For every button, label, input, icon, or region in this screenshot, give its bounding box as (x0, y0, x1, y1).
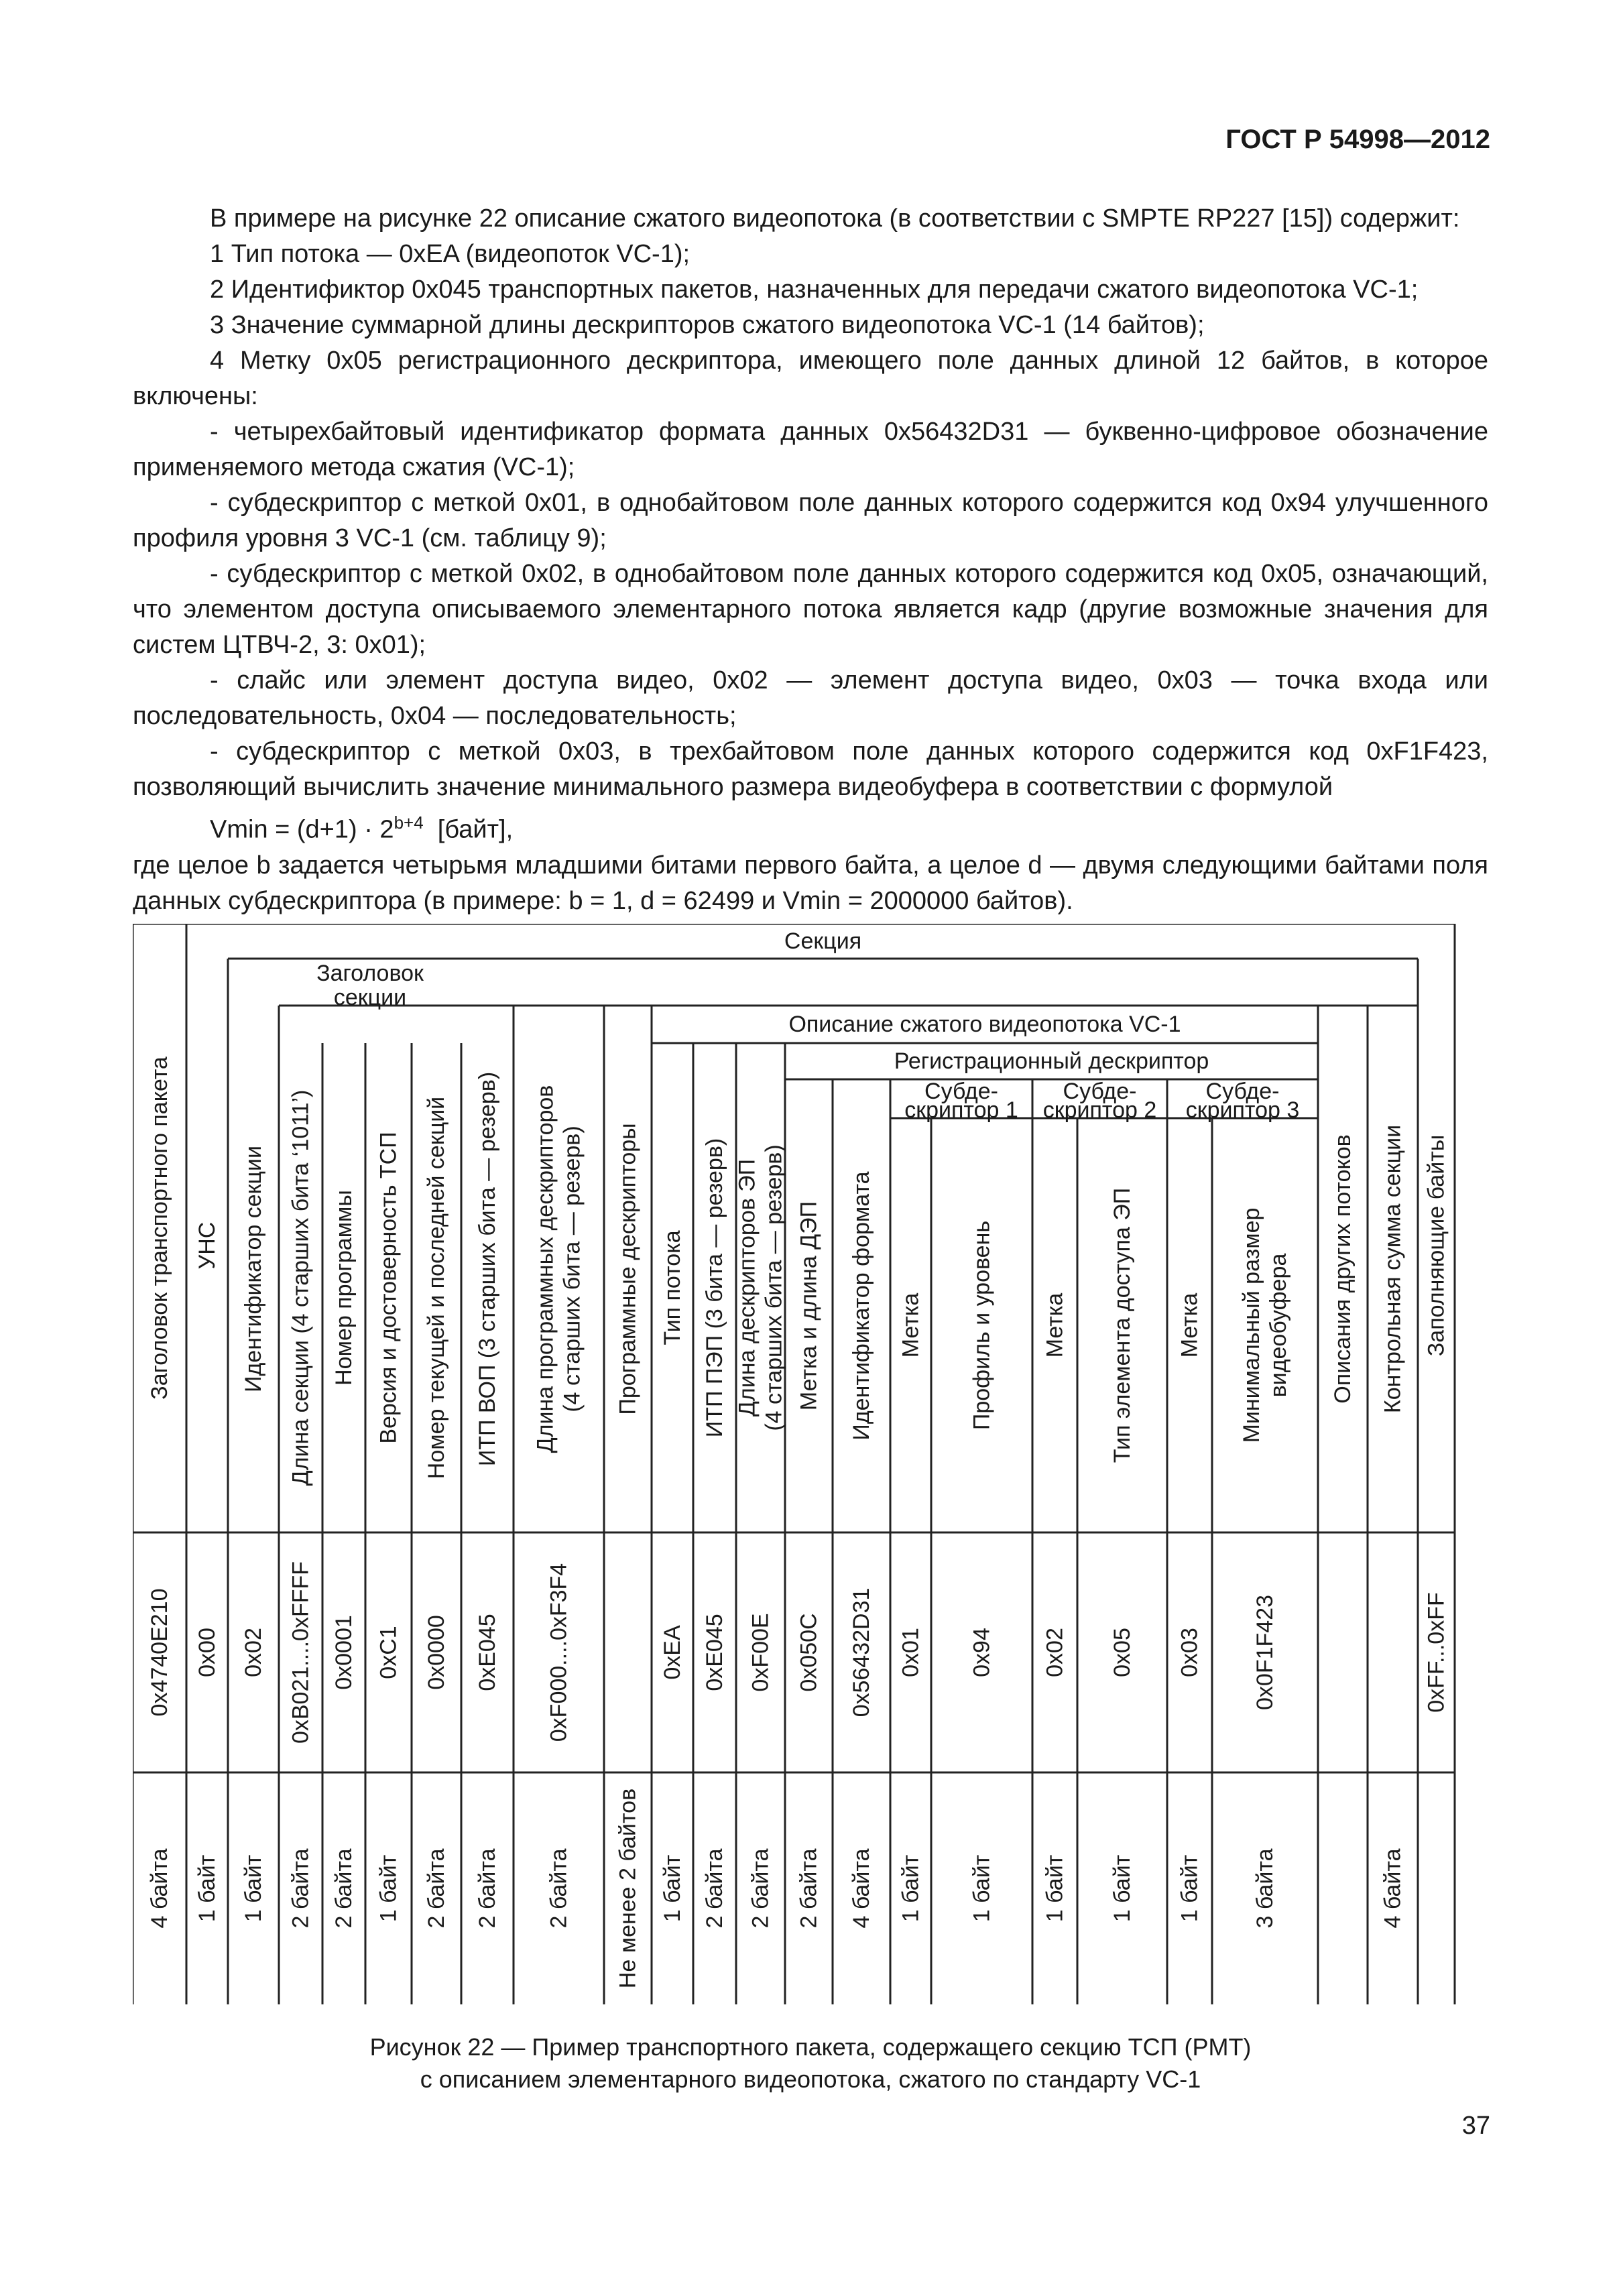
field-value: 0xC1 (375, 1626, 402, 1679)
field-value: 0x0000 (424, 1615, 449, 1690)
caption-line: с описанием элементарного видеопотока, сжатого по стандарту VC-1 (420, 2065, 1201, 2093)
field-size: 1 байт (1042, 1854, 1068, 1923)
page-header: ГОСТ Р 54998—2012 (1225, 125, 1490, 154)
field-value: 0x050C (796, 1613, 822, 1692)
field-size: 2 байта (702, 1848, 727, 1929)
subdescriptor-group-label: скриптор 3 (1185, 1097, 1300, 1123)
field-value: 0xF000....0xF3F4 (546, 1563, 572, 1742)
field-size: 2 байта (475, 1848, 500, 1929)
column-label: Длина секции (4 старших бита ‘1011’) (288, 1089, 314, 1486)
column-label: Тип элемента доступа ЭП (1109, 1187, 1135, 1463)
field-size: Не менее 2 байтов (615, 1788, 641, 1989)
column-label: Контрольная сумма секции (1380, 1124, 1406, 1414)
field-size: 2 байта (331, 1848, 357, 1929)
column-label: ИТП ВОП (3 старших бита — резерв) (475, 1071, 500, 1467)
column-label: Метка (898, 1292, 924, 1358)
column-label: Заголовок транспортного пакета (147, 1056, 172, 1400)
column-label: Метка и длина ДЭП (796, 1201, 822, 1411)
subdescriptor-group-label: Субде- (1205, 1079, 1280, 1104)
field-size: 4 байта (849, 1848, 874, 1929)
column-label: Идентификатор секции (241, 1146, 266, 1392)
paragraph: В примере на рисунке 22 описание сжатого видеопотока (в соответствии с SMPTE RP227 [15]) содержит: (210, 204, 1460, 233)
column-label: Номер текущей и последней секций (424, 1096, 449, 1479)
paragraph: - четырехбайтовый идентификатор формата данных 0x56432D31 — буквенно-цифровое обозначение применяемого метода сжатия (VC-1); (133, 418, 1488, 481)
column-label: ИТП ПЭП (3 бита — резерв) (702, 1138, 727, 1438)
field-size: 1 байт (969, 1854, 995, 1923)
section-header-group-label: Заголовок (316, 961, 424, 986)
subdescriptor-group-label: скриптор 1 (904, 1097, 1018, 1123)
field-value: 0xE045 (475, 1614, 500, 1691)
field-value: 0xEA (660, 1625, 685, 1680)
body-text (133, 201, 1488, 919)
field-value: 0x01 (898, 1628, 924, 1677)
formula-base: Vmin = (d+1) · 2 (210, 815, 394, 844)
field-value: 0x56432D31 (849, 1587, 874, 1717)
field-size: 1 байт (1177, 1854, 1203, 1923)
paragraph: - субдескриптор с меткой 0x02, в однобайтовом поле данных которого содержится код 0x05, означающий, что элементом доступа описываемого элементарного потока является кадр (другие возможные значения для систем ЦТВЧ-2, 3: 0x01); (133, 560, 1488, 659)
vc1-descriptor-group-label: Описание сжатого видеопотока VC-1 (788, 1012, 1181, 1037)
column-label: УНС (194, 1221, 220, 1270)
field-size: 2 байта (288, 1848, 314, 1929)
column-label: видеобуфера (1266, 1253, 1291, 1398)
formula-exponent: b+4 (394, 812, 424, 833)
field-value: 0x02 (241, 1628, 266, 1677)
field-value: 0x02 (1042, 1628, 1068, 1677)
subdescriptor-group-label: Субде- (924, 1079, 998, 1104)
column-label: Идентификатор формата (849, 1171, 874, 1441)
column-label: Программные дескрипторы (615, 1123, 641, 1415)
field-size: 2 байта (546, 1848, 572, 1929)
field-size: 1 байт (660, 1854, 685, 1923)
packet-structure-figure (133, 924, 1488, 2004)
subdescriptor-group-label: Субде- (1063, 1079, 1137, 1104)
field-size: 1 байт (1109, 1854, 1135, 1923)
field-size: 3 байта (1252, 1848, 1278, 1929)
paragraph: - субдескриптор с меткой 0x03, в трехбайтовом поле данных которого содержится код 0xF1F423, позволяющий вычислить значение минимального размера видеобуфера в соответствии с формулой (133, 737, 1488, 801)
field-size: 2 байта (424, 1848, 449, 1929)
column-label: Метка (1042, 1292, 1068, 1358)
field-size: 2 байта (796, 1848, 822, 1929)
field-size: 1 байт (241, 1854, 266, 1923)
column-label: Метка (1177, 1292, 1203, 1358)
registration-descriptor-group-label: Регистрационный дескриптор (894, 1048, 1209, 1074)
section-group-label: Секция (784, 928, 862, 954)
field-value: 0x0F1F423 (1252, 1595, 1278, 1710)
field-value: 0xB021....0xFFFF (288, 1561, 314, 1744)
field-size: 1 байт (375, 1854, 402, 1923)
column-label: Версия и достоверность ТСП (375, 1132, 402, 1444)
figure-caption (133, 2031, 1488, 2096)
paragraph: 2 Идентификтор 0x045 транспортных пакетов, назначенных для передачи сжатого видеопотока VC-1; (210, 276, 1419, 304)
paragraph: 1 Тип потока — 0xEA (видеопоток VC-1); (210, 240, 690, 268)
field-value: 0x94 (969, 1628, 995, 1677)
field-size: 2 байта (747, 1848, 774, 1929)
column-label: Профиль и уровень (969, 1220, 995, 1431)
column-label: Длина дескрипторов ЭП (734, 1158, 760, 1417)
column-label: Тип потока (660, 1230, 685, 1345)
paragraph: 4 Метку 0x05 регистрационного дескриптора, имеющего поле данных длиной 12 байтов, в которое включены: (133, 347, 1488, 410)
column-label: Описания других потоков (1330, 1134, 1356, 1404)
field-size: 4 байта (1380, 1848, 1406, 1929)
formula (133, 805, 1488, 848)
paragraph: где целое b задается четырьмя младшими битами первого байта, а целое d — двумя следующими байтами поля данных субдескриптора (в примере: b = 1, d = 62499 и Vmin = 2000000 байтов). (133, 851, 1488, 915)
packet-structure-diagram (133, 924, 1488, 2004)
field-value: 0x0001 (331, 1615, 357, 1690)
subdescriptor-group-label: скриптор 2 (1042, 1097, 1157, 1123)
paragraph: 3 Значение суммарной длины дескрипторов сжатого видеопотока VC-1 (14 байтов); (210, 311, 1205, 339)
column-label: Заполняющие байты (1423, 1134, 1449, 1357)
column-label: Минимальный размер (1239, 1207, 1264, 1443)
field-value: 0x05 (1109, 1628, 1135, 1677)
column-label: Длина программных дескрипторов (532, 1085, 558, 1453)
section-header-group-label: секции (333, 985, 407, 1010)
column-label: (4 старших бита — резерв) (761, 1144, 787, 1431)
field-size: 1 байт (898, 1854, 924, 1923)
field-value: 0xF00E (747, 1613, 774, 1692)
field-size: 1 байт (194, 1854, 220, 1923)
column-label: Номер программы (331, 1190, 357, 1386)
field-value: 0xFF...0xFF (1423, 1592, 1449, 1713)
paragraph: - слайс или элемент доступа видео, 0x02 — элемент доступа видео, 0x03 — точка входа или последовательность, 0x04 — последовательность; (133, 666, 1488, 730)
page-number: 37 (1461, 2112, 1490, 2140)
field-value: 0x4740E210 (147, 1588, 172, 1717)
paragraph: - субдескриптор с меткой 0x01, в однобайтовом поле данных которого содержится код 0x94 улучшенного профиля уровня 3 VC-1 (см. таблицу 9); (133, 489, 1488, 552)
field-value: 0xE045 (702, 1614, 727, 1691)
formula-unit: [байт], (437, 815, 514, 844)
field-value: 0x00 (194, 1628, 220, 1677)
caption-line: Рисунок 22 — Пример транспортного пакета, содержащего секцию ТСП (PMT) (369, 2033, 1252, 2061)
field-size: 4 байта (147, 1848, 172, 1929)
column-label: (4 старших бита — резерв) (559, 1126, 585, 1412)
field-value: 0x03 (1177, 1628, 1203, 1677)
